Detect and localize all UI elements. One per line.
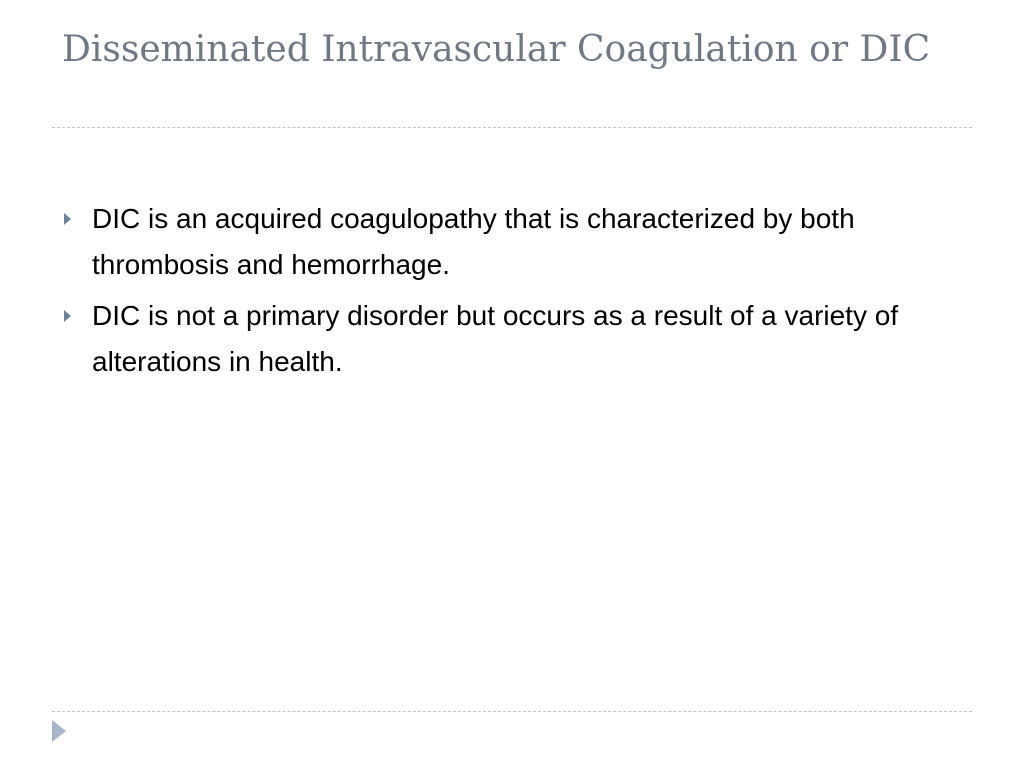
bullet-item [62, 196, 962, 288]
slide-title: Disseminated Intravascular Coagulation or DIC [62, 29, 931, 70]
bullet-item [62, 293, 962, 385]
bullet-list [62, 196, 962, 390]
triangle-right-icon [64, 213, 71, 225]
triangle-right-icon [64, 310, 71, 322]
bullet-text: DIC is an acquired coagulopathy that is characterized by both thrombosis and hemorrhage. [92, 203, 855, 280]
play-arrow-icon[interactable] [52, 720, 66, 742]
title-divider [52, 127, 972, 128]
bullet-text: DIC is not a primary disorder but occurs as a result of a variety of alterations in health. [92, 300, 899, 377]
footer-divider [52, 711, 972, 712]
